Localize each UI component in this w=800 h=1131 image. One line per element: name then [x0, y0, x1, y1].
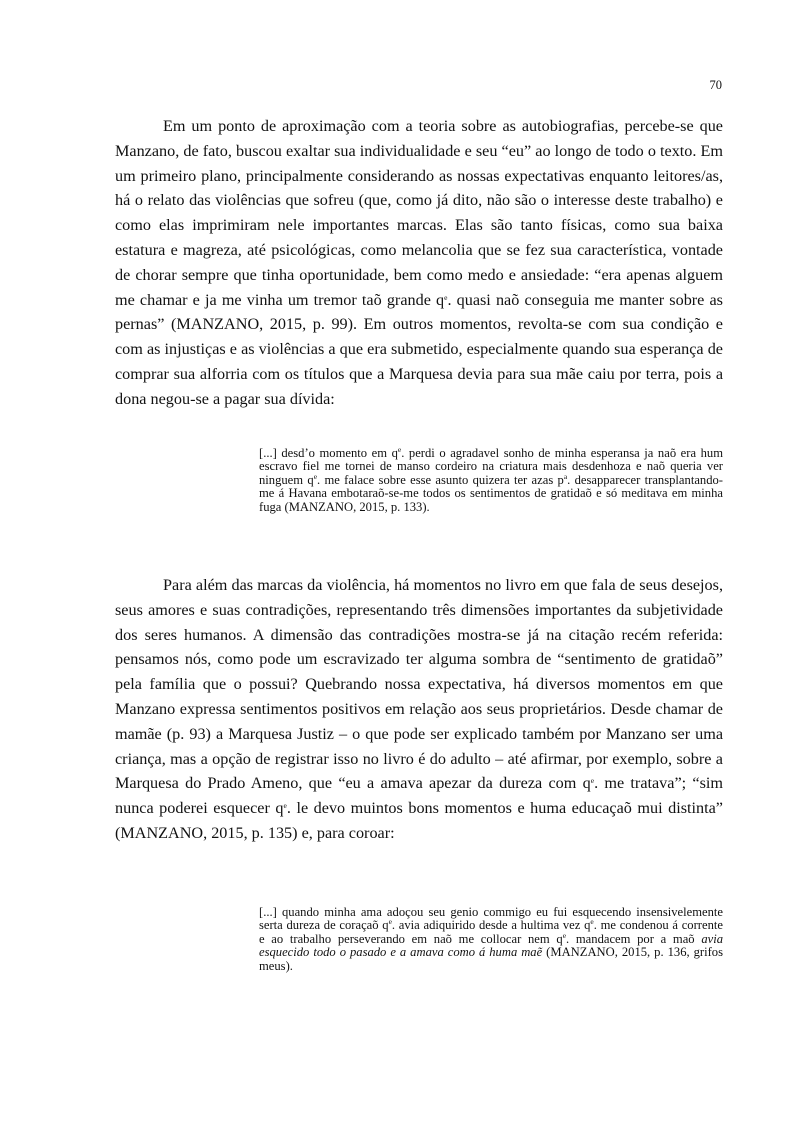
page-number: 70: [709, 78, 722, 92]
superscript-e: e: [397, 445, 402, 454]
quote-2-emphasis: avia esquecido todo o pasado e a amava como á huma maẽ: [259, 931, 723, 960]
quote-2-text-b: . avia adiquirido desde a hultima vez q: [391, 918, 591, 933]
quote-2-text-d: . mandacem por a maõ: [566, 931, 702, 946]
body-paragraph-1: [115, 114, 723, 412]
superscript-e: e: [283, 801, 287, 811]
superscript-e: e: [388, 917, 392, 927]
quote-2-text-a: [...] quando minha ama adoçou seu genio commigo eu fui esquecendo insensivelemente serta dureza de coraçaõ q: [259, 905, 723, 933]
quote-1-text-c: . me falace sobre esse asunto quizera ter azas p: [317, 472, 564, 487]
superscript-a: a: [563, 471, 568, 481]
superscript-e: e: [590, 776, 595, 786]
quote-2-text-e: (MANZANO, 2015, p. 136, grifos meus).: [259, 945, 723, 973]
block-quote-2: [259, 906, 723, 973]
superscript-e: e: [562, 930, 567, 940]
superscript-e: e: [444, 292, 448, 302]
quote-1-text-b: . perdi o agradavel sonho de minha esperansa ja naõ era hum escravo fiel me tornei de manso cordeiro na criatura mais desdenhoza e naõ queria ver ninguem q: [259, 446, 723, 487]
superscript-e: e: [590, 917, 594, 927]
paragraph-1-text-a: Em um ponto de aproximação com a teoria sobre as autobiografias, percebe-se que Manzano, de fato, buscou exaltar sua individualidade e seu “eu” ao longo de todo o texto. Em um primeiro plano, principalmente considerando as nossas expectativas enquanto leitores/as, há o relato das violências que sofreu (que, como já dito, não são o interesse deste trabalho) e como elas imprimiram nele importantes marcas. Elas são tanto físicas, como sua baixa estatura e magreza, até psicológicas, como melancolia que se fez sua característica, vontade de chorar sempre que tinha oportunidade, bem como medo e ansiedade: “era apenas alguem me chamar e ja me vinha um tremor taõ grande q: [115, 117, 723, 309]
paragraph-2-text-c: . le devo muintos bons momentos e huma educaçaõ mui distinta” (MANZANO, 2015, p. 135) e, para coroar:: [115, 799, 723, 842]
paragraph-2-text-b: . me tratava”; “sim nunca poderei esquecer q: [115, 774, 723, 818]
quote-1-text-a: [...] desd’o momento em q: [259, 446, 398, 460]
quote-2-text-c: . me condenou á corrente e ao trabalho perseverando em naõ me collocar nem q: [259, 918, 723, 946]
body-paragraph-2: [115, 573, 723, 846]
paragraph-2-text-a: Para além das marcas da violência, há momentos no livro em que fala de seus desejos, seus amores e suas contradições, representando três dimensões importantes da subjetividade dos seres humanos. A dimensão das contradições mostra-se já na citação recém referida: pensamos nós, como pode um escravizado ter alguma sombra de “sentimento de gratidaõ” pela família que o possui? Quebrando nossa expectativa, há diversos momentos em que Manzano expressa sentimentos positivos em relação aos seus proprietários. Desde chamar de mamãe (p. 93) a Marquesa Justiz – o que pode ser explicado também por Manzano ser uma criança, mas a opção de registrar isso no livro é do adulto – até afirmar, por exemplo, sobre a Marquesa do Prado Ameno, que “eu a amava apezar da dureza com q: [115, 576, 723, 793]
superscript-e: e: [313, 471, 318, 481]
block-quote-1: [259, 447, 723, 514]
paragraph-1-text-b: . quasi naõ conseguia me manter sobre as pernas” (MANZANO, 2015, p. 99). Em outros momentos, revolta-se com sua condição e com as injustiças e as violências a que era submetido, especialmente quando sua esperança de comprar sua alforria com os títulos que a Marquesa devia para sua mãe caiu por terra, pois a dona negou-se a pagar sua dívida:: [115, 290, 723, 408]
quote-1-text-d: . desapparecer transplantando-me á Havana embotaraõ-se-me todos os sentimentos de gratidaõ e só meditava em minha fuga (MANZANO, 2015, p. 133).: [259, 472, 723, 514]
